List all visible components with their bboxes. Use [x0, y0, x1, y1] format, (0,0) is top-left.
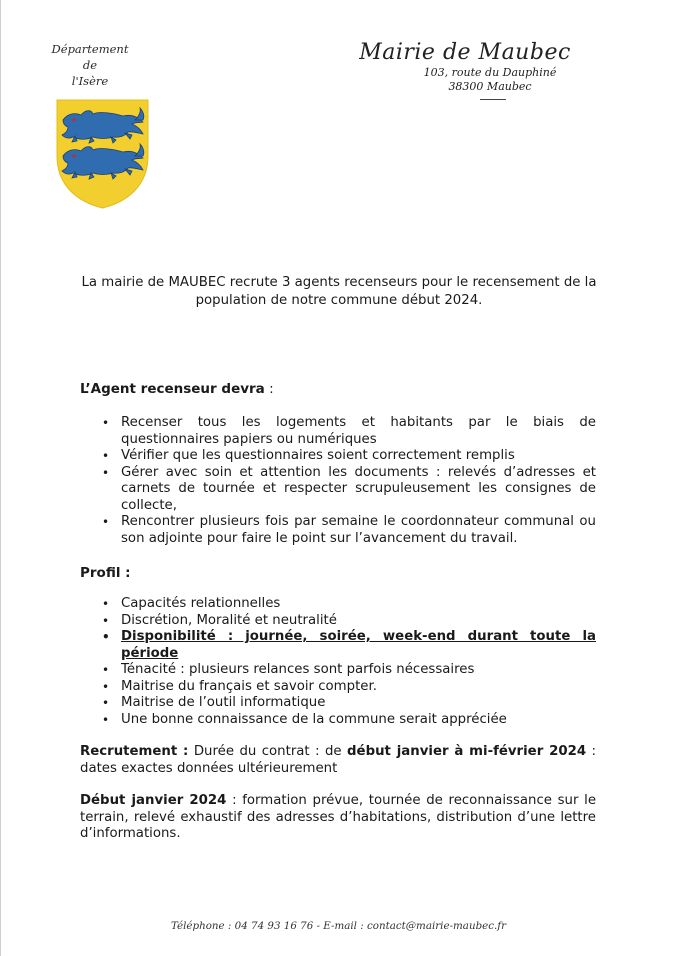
list-item: • Maitrise du français et savoir compter. — [80, 679, 596, 696]
list-item: • Recenser tous les logements et habitants par le biais de questionnaires papiers ou numériques — [80, 415, 596, 448]
list-item: • Discrétion, Moralité et neutralité — [80, 613, 596, 630]
recrutement-text-end: : dates exactes données ultérieurement — [80, 744, 596, 776]
isere-crest-icon — [55, 98, 150, 210]
mairie-address-line1: 103, route du Dauphiné — [423, 66, 557, 79]
list-item: • Ténacité : plusieurs relances sont parfois nécessaires — [80, 662, 596, 679]
department-line: l'Isère — [71, 74, 109, 88]
department-line: de — [82, 58, 98, 72]
debut-text: : formation prévue, tournée de reconnaissance sur le terrain, relevé exhaustif des adresses d’habitations, distribution d’une lettre d’informations. — [80, 793, 597, 841]
recrutement-label: Recrutement : — [80, 744, 189, 759]
header-divider — [480, 99, 506, 100]
list-item: • Maitrise de l’outil informatique — [80, 695, 596, 712]
mairie-address-line2: 38300 Maubec — [448, 80, 532, 93]
agent-heading-colon: : — [264, 381, 274, 397]
profil-list — [80, 596, 596, 728]
debut-label: Début janvier 2024 — [80, 793, 227, 808]
agent-duties-list — [80, 415, 596, 547]
list-item: • Rencontrer plusieurs fois par semaine le coordonnateur communal ou son adjointe pour faire le point sur l’avancement du travail. — [80, 514, 596, 547]
agent-heading — [80, 380, 274, 398]
debut-paragraph — [80, 793, 596, 843]
department-line: Département — [51, 42, 129, 56]
recrutement-text: Durée du contrat : de — [188, 744, 348, 759]
list-item: • Une bonne connaissance de la commune serait appréciée — [80, 712, 596, 729]
list-item-emphasis: • Disponibilité : journée, soirée, week-end durant toute la période — [80, 629, 596, 662]
intro-paragraph: La mairie de MAUBEC recrute 3 agents recenseurs pour le recensement de la population de notre commune début 2024. — [81, 275, 597, 308]
page-edge — [0, 0, 1, 956]
department-label — [50, 41, 130, 89]
list-item: • Capacités relationnelles — [80, 596, 596, 613]
profil-heading: Profil : — [80, 565, 131, 581]
mairie-header — [340, 40, 590, 100]
list-item: • Gérer avec soin et attention les documents : relevés d’adresses et carnets de tournée et respecter scrupuleusement les consignes de collecte, — [80, 465, 596, 515]
recrutement-dates: début janvier à mi-février 2024 — [347, 744, 587, 759]
recrutement-paragraph — [80, 744, 596, 777]
agent-heading-text: L’Agent recenseur devra — [80, 381, 265, 397]
footer-contact: Téléphone : 04 74 93 16 76 - E-mail : contact@mairie-maubec.fr — [170, 920, 507, 932]
mairie-title: Mairie de Maubec — [359, 40, 571, 65]
list-item: • Vérifier que les questionnaires soient correctement remplis — [80, 448, 596, 465]
